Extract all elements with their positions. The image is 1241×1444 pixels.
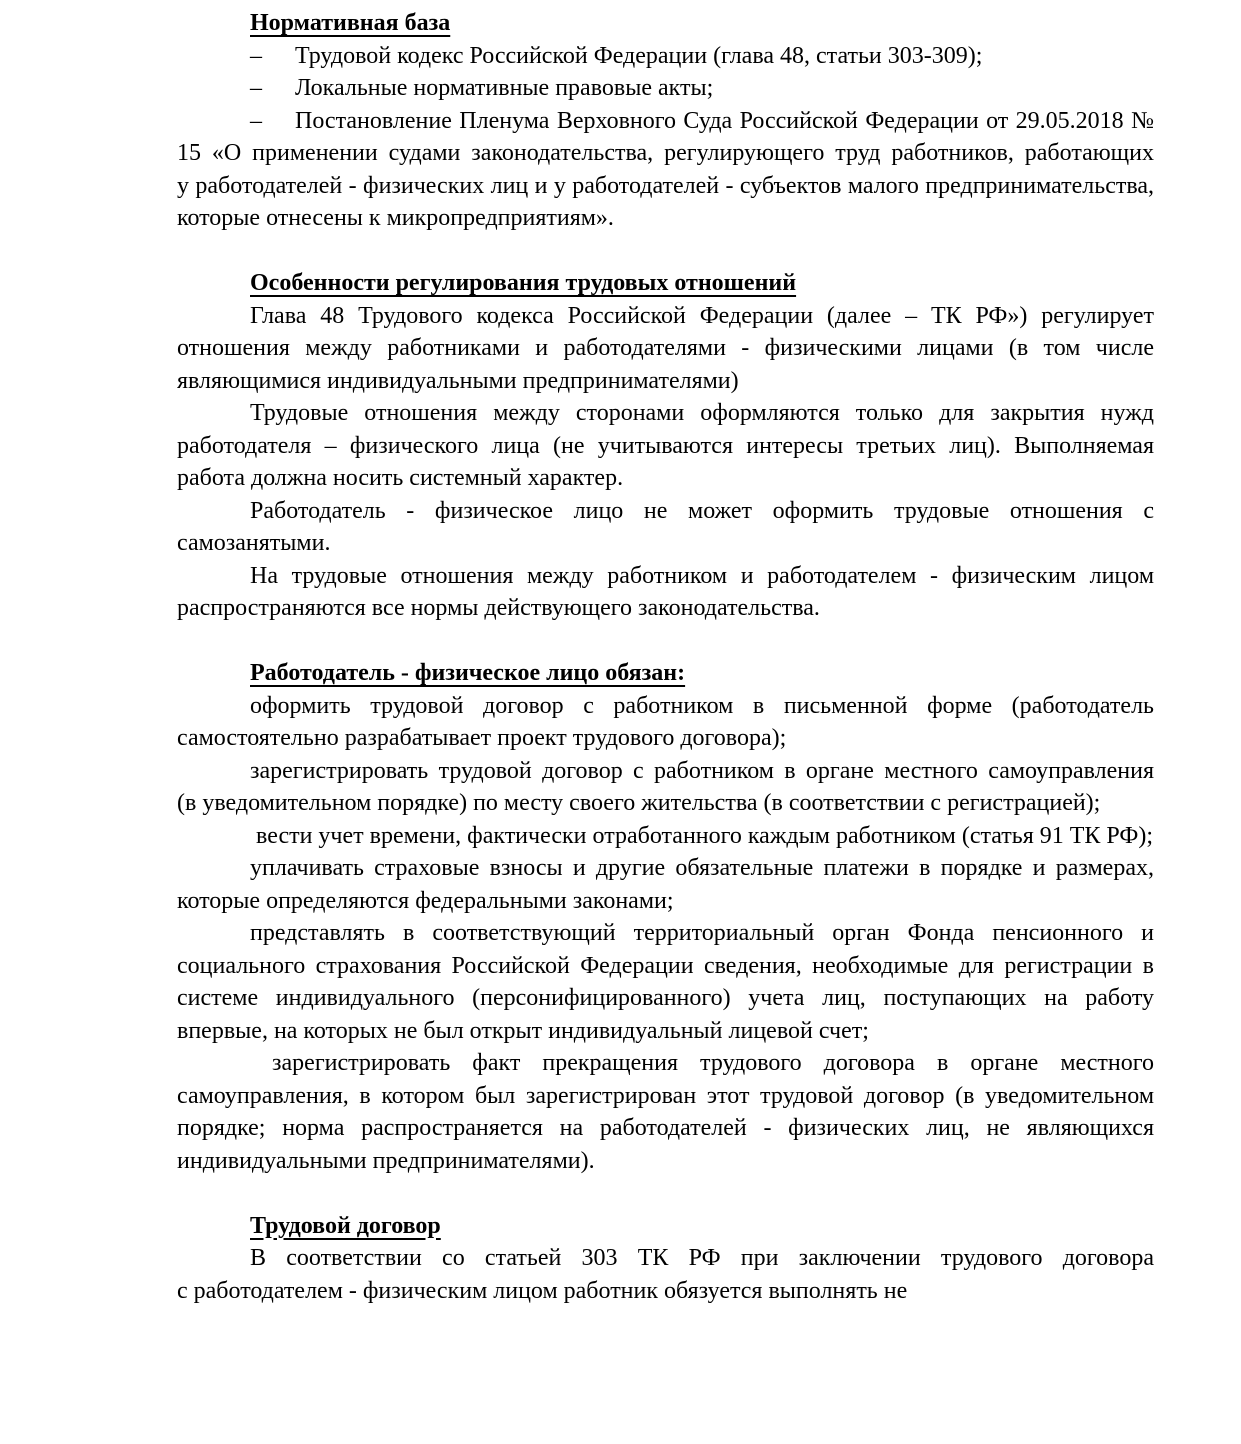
- dash-marker: –: [250, 42, 262, 69]
- section-normative-base: [177, 7, 1154, 235]
- list-item-text: Локальные нормативные правовые акты;: [295, 75, 714, 101]
- paragraph-time-tracking: вести учет времени, фактически отработанного каждым работником (статья 91 ТК РФ);: [250, 822, 1153, 849]
- heading-regulation-features: [177, 267, 1154, 300]
- list-item-plenum-resolution: [177, 105, 1154, 235]
- list-item-text: Постановление Пленума Верховного Суда Российской Федерации от 29.05.2018 № 15 «О применении судами законодательства, регулирующего труд работников, работающих у работодателей - физических лиц и у работодателей - субъектов малого предпринимательства, которые отнесены к микропредприятиям».: [177, 107, 1154, 231]
- heading-normative-base: [177, 7, 1154, 40]
- paragraph-all-norms-apply: На трудовые отношения между работником и работодателем - физическим лицом распространяются все нормы действующего законодательства.: [177, 562, 1154, 621]
- heading-text: Особенности регулирования трудовых отношений: [250, 270, 797, 296]
- paragraph-chapter-48: Глава 48 Трудового кодекса Российской Федерации (далее – ТК РФ») регулирует отношения между работниками и работодателями - физическими лицами (в том числе являющимися индивидуальными предпринимателями): [177, 302, 1154, 394]
- paragraph-relations-purpose: Трудовые отношения между сторонами оформляются только для закрытия нужд работодателя – физического лица (не учитываются интересы третьих лиц). Выполняемая работа должна носить системный характер.: [177, 400, 1154, 491]
- dash-marker: –: [250, 75, 262, 101]
- paragraph-insurance-payments: уплачивать страховые взносы и другие обязательные платежи в порядке и размерах, которые определяются федеральными законами;: [177, 855, 1154, 914]
- section-employer-obligations: [177, 657, 1154, 1177]
- paragraph-self-employed: Работодатель - физическое лицо не может оформить трудовые отношения с самозанятыми.: [177, 497, 1154, 556]
- list-item-labor-code: [177, 40, 1154, 73]
- paragraph-pension-fund-data: представлять в соответствующий территориальный орган Фонда пенсионного и социального страхования Российской Федерации сведения, необходимые для регистрации в системе индивидуального (персонифицированного) учета лиц, поступающих на работу впервые, на которых не был открыт индивидуальный лицевой счет;: [177, 920, 1154, 1044]
- heading-labor-contract: [177, 1210, 1154, 1243]
- heading-text: Работодатель - физическое лицо обязан:: [250, 660, 686, 686]
- heading-employer-obligations: [177, 657, 1154, 690]
- paragraph-register-termination: зарегистрировать факт прекращения трудового договора в органе местного самоуправления, в котором был зарегистрирован этот трудовой договор (в уведомительном порядке; норма распространяется на работодателей - физических лиц, не являющихся индивидуальными предпринимателями).: [177, 1050, 1154, 1174]
- list-item-local-acts: [177, 72, 1154, 105]
- heading-text: Трудовой договор: [250, 1212, 441, 1239]
- heading-text: Нормативная база: [250, 10, 451, 36]
- paragraph-article-303: В соответствии со статьей 303 ТК РФ при заключении трудового договора с работодателем - физическим лицом работник обязуется выполнять не: [177, 1245, 1154, 1304]
- paragraph-register-contract: зарегистрировать трудовой договор с работником в органе местного самоуправления (в уведомительном порядке) по месту своего жительства (в соответствии с регистрацией);: [177, 757, 1154, 816]
- section-labor-contract: [177, 1210, 1154, 1308]
- paragraph-written-contract: оформить трудовой договор с работником в письменной форме (работодатель самостоятельно разрабатывает проект трудового договора);: [177, 692, 1154, 751]
- section-regulation-features: [177, 267, 1154, 625]
- list-item-text: Трудовой кодекс Российской Федерации (глава 48, статьи 303-309);: [295, 42, 983, 69]
- dash-marker: –: [250, 107, 262, 134]
